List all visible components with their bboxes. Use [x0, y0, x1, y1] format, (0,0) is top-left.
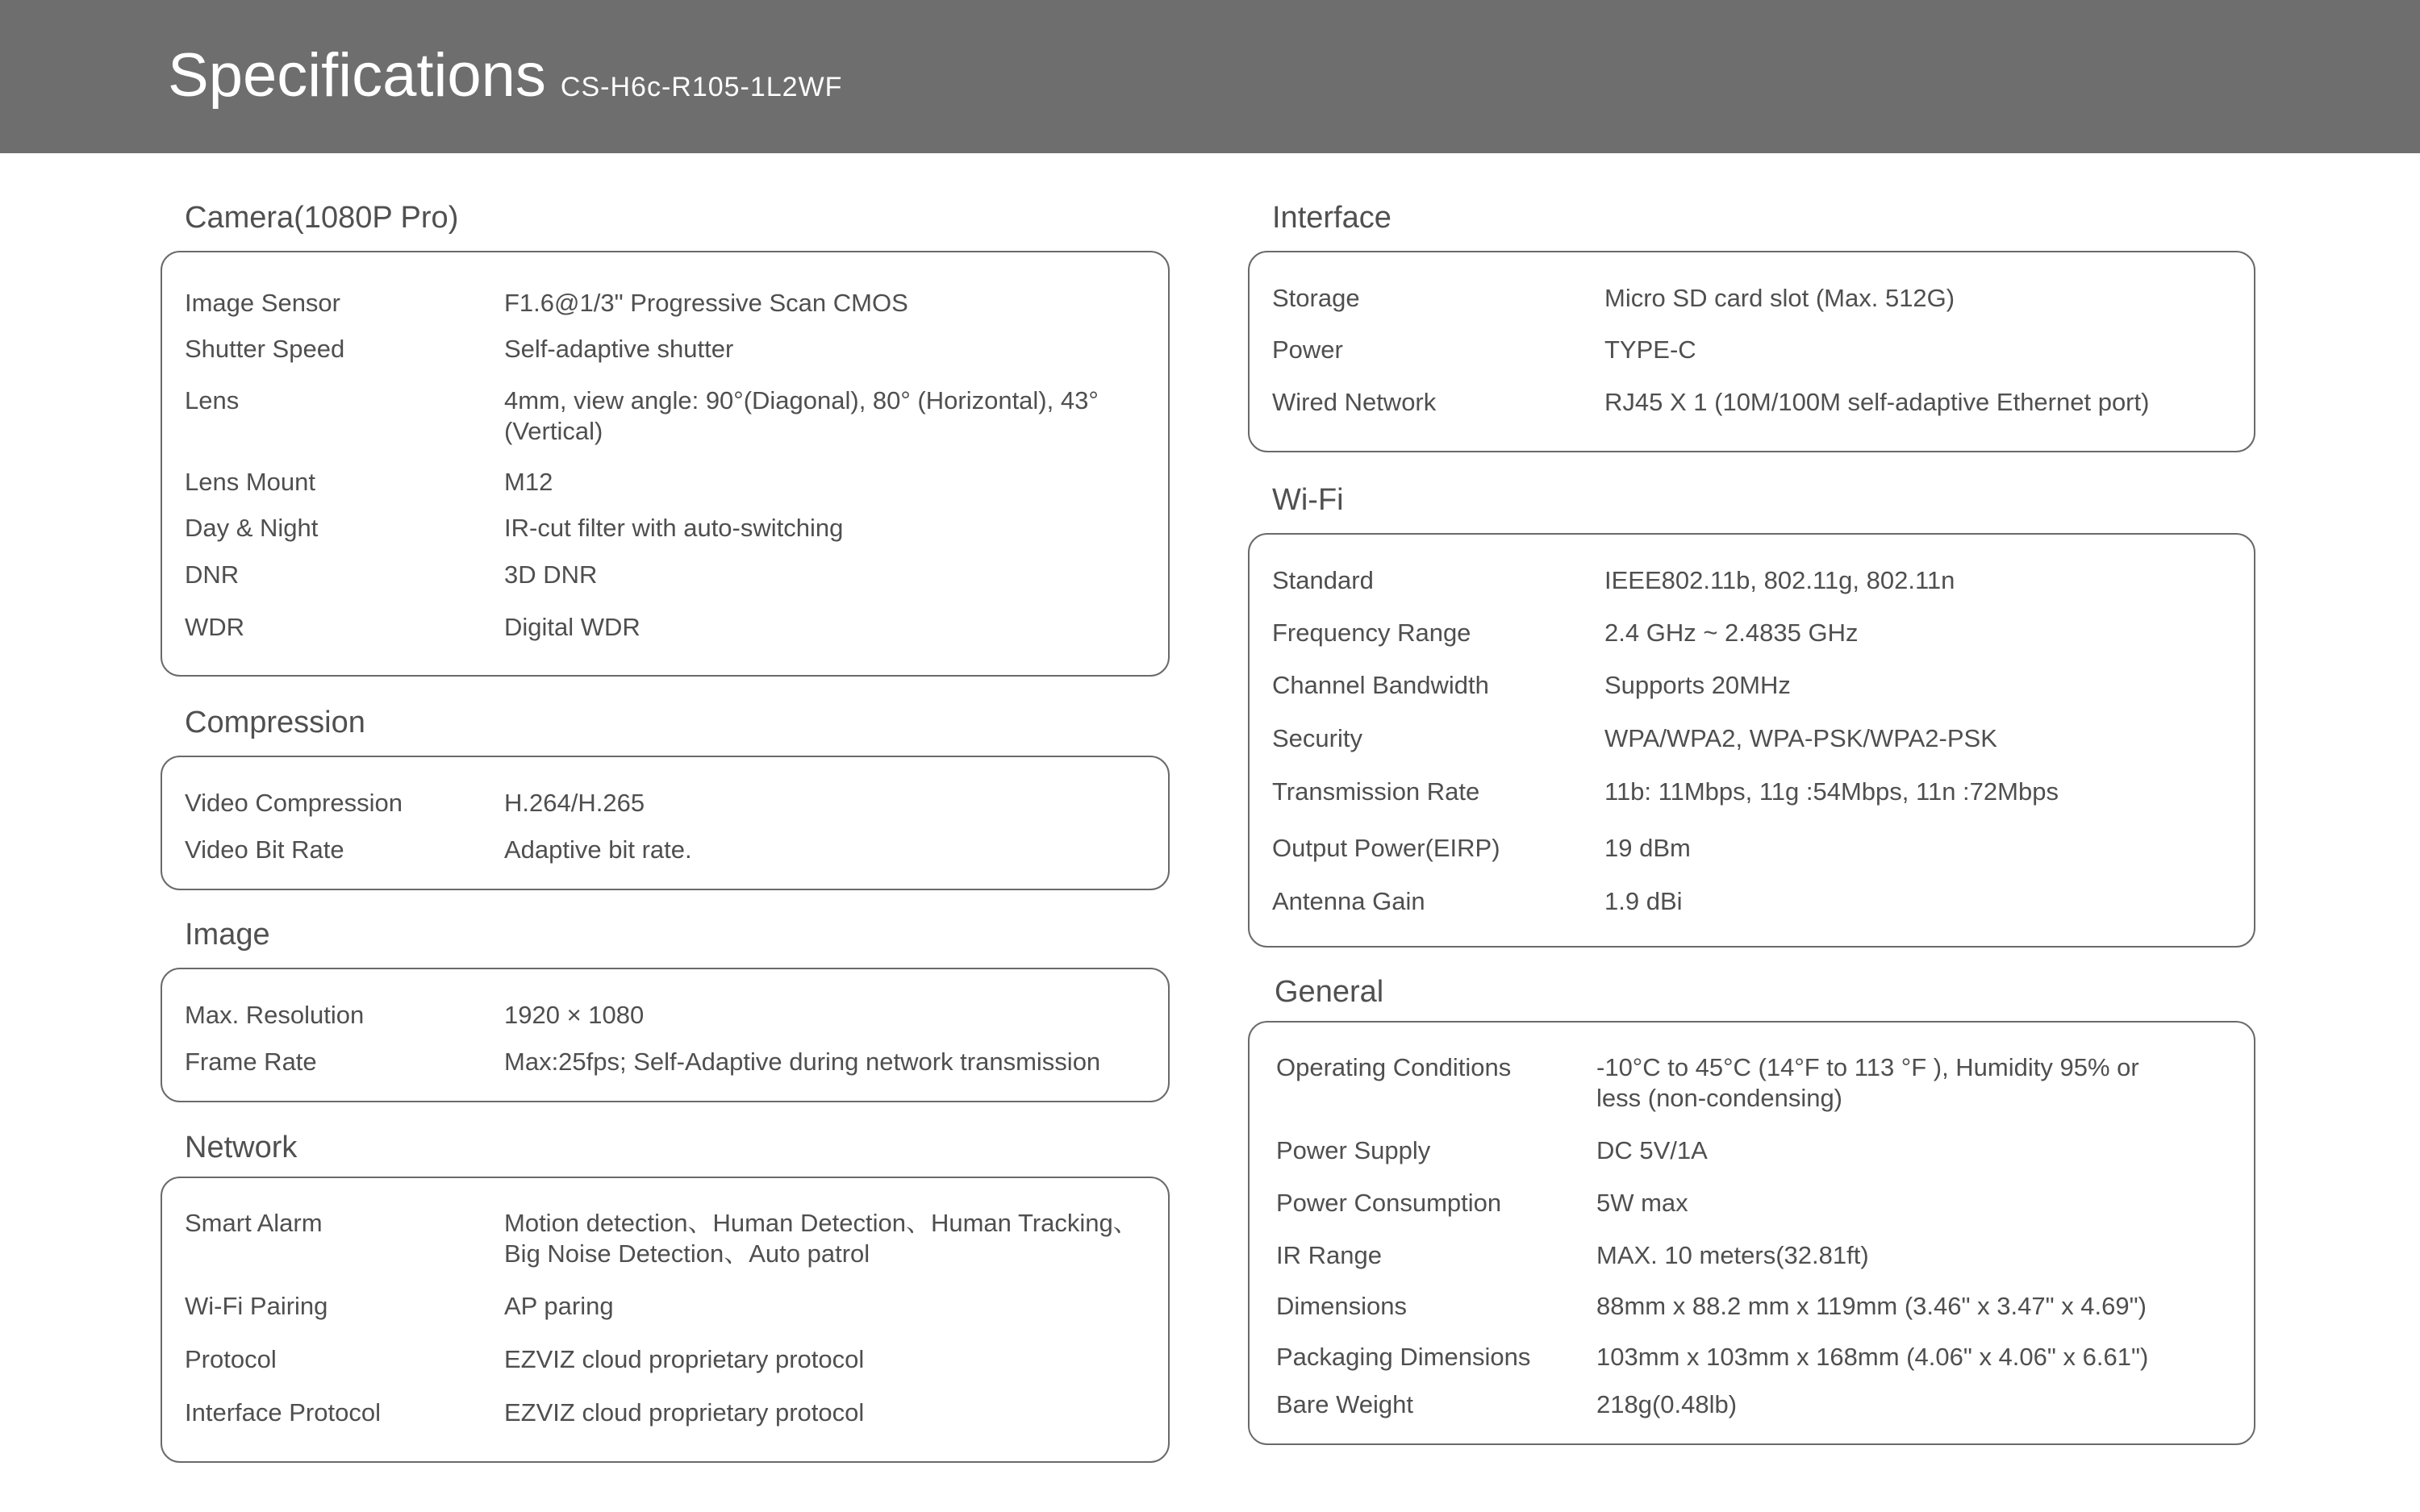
- spec-value: 2.4 GHz ~ 2.4835 GHz: [1604, 619, 1859, 647]
- spec-value: M12: [504, 468, 553, 496]
- spec-label: DNR: [185, 560, 240, 589]
- spec-label: Bare Weight: [1276, 1390, 1414, 1418]
- spec-label: Lens: [185, 386, 240, 414]
- spec-label: Output Power(EIRP): [1272, 834, 1500, 862]
- spec-value: EZVIZ cloud proprietary protocol: [504, 1398, 865, 1427]
- model-number: CS-H6c-R105-1L2WF: [560, 72, 843, 102]
- spec-label: Packaging Dimensions: [1276, 1343, 1531, 1371]
- spec-label: Video Compression: [185, 789, 403, 817]
- spec-value: F1.6@1/3" Progressive Scan CMOS: [504, 289, 908, 317]
- spec-label: Storage: [1272, 284, 1360, 312]
- spec-label: Interface Protocol: [185, 1398, 381, 1427]
- spec-value: TYPE-C: [1604, 335, 1696, 364]
- spec-label: Shutter Speed: [185, 335, 345, 363]
- section-title-network: Network: [185, 1131, 298, 1164]
- spec-value: 3D DNR: [504, 560, 598, 589]
- spec-box-general: [1248, 1021, 2255, 1445]
- spec-box-wifi: [1248, 533, 2255, 948]
- spec-label: Wired Network: [1272, 388, 1437, 416]
- spec-value: Max:25fps; Self-Adaptive during network transmission: [504, 1048, 1101, 1076]
- spec-box-network: [161, 1177, 1170, 1463]
- spec-value: 1.9 dBi: [1604, 887, 1683, 915]
- spec-label: Dimensions: [1276, 1292, 1407, 1320]
- spec-value: EZVIZ cloud proprietary protocol: [504, 1345, 865, 1373]
- spec-label: Antenna Gain: [1272, 887, 1425, 915]
- header-band: [0, 0, 2420, 153]
- spec-label: Channel Bandwidth: [1272, 671, 1489, 699]
- spec-value: H.264/H.265: [504, 789, 645, 817]
- spec-value: Adaptive bit rate.: [504, 835, 692, 864]
- spec-label: Power Supply: [1276, 1136, 1431, 1164]
- section-title-image: Image: [185, 918, 270, 952]
- spec-value: RJ45 X 1 (10M/100M self-adaptive Ethernet port): [1604, 388, 2150, 416]
- spec-value: 88mm x 88.2 mm x 119mm (3.46" x 3.47" x 4.69"): [1596, 1292, 2147, 1320]
- spec-label: Security: [1272, 724, 1362, 752]
- spec-value: 4mm, view angle: 90°(Diagonal), 80° (Horizontal), 43°(Vertical): [504, 386, 1099, 445]
- spec-value: -10°C to 45°C (14°F to 113 °F ), Humidity 95% or less (non-condensing): [1596, 1053, 2139, 1112]
- spec-value: 5W max: [1596, 1189, 1688, 1217]
- spec-label: Operating Conditions: [1276, 1053, 1512, 1081]
- spec-value: Supports 20MHz: [1604, 671, 1791, 699]
- spec-label: IR Range: [1276, 1241, 1382, 1269]
- spec-value: IR-cut filter with auto-switching: [504, 514, 844, 542]
- spec-value: WPA/WPA2, WPA-PSK/WPA2-PSK: [1604, 724, 1997, 752]
- spec-label: Power: [1272, 335, 1343, 364]
- spec-label: Power Consumption: [1276, 1189, 1502, 1217]
- spec-label: Lens Mount: [185, 468, 315, 496]
- spec-label: Video Bit Rate: [185, 835, 344, 864]
- spec-value: Micro SD card slot (Max. 512G): [1604, 284, 1955, 312]
- spec-value: 218g(0.48lb): [1596, 1390, 1738, 1418]
- spec-label: Day & Night: [185, 514, 319, 542]
- spec-value: 11b: 11Mbps, 11g :54Mbps, 11n :72Mbps: [1604, 777, 2059, 806]
- spec-box-image: [161, 968, 1170, 1102]
- section-title-compression: Compression: [185, 706, 365, 739]
- spec-box-interface: [1248, 251, 2255, 452]
- spec-label: Standard: [1272, 566, 1374, 594]
- section-title-interface: Interface: [1272, 201, 1392, 235]
- spec-value: MAX. 10 meters(32.81ft): [1596, 1241, 1869, 1269]
- section-title-camera: Camera(1080P Pro): [185, 201, 459, 235]
- spec-label: WDR: [185, 613, 245, 641]
- spec-label: Frequency Range: [1272, 619, 1471, 647]
- spec-value: 19 dBm: [1604, 834, 1691, 862]
- spec-value: 1920 × 1080: [504, 1001, 645, 1029]
- page-title: [168, 35, 842, 127]
- spec-label: Frame Rate: [185, 1048, 317, 1076]
- spec-box-camera: [161, 251, 1170, 677]
- spec-value: Self-adaptive shutter: [504, 335, 734, 363]
- spec-label: Smart Alarm: [185, 1209, 323, 1237]
- section-title-general: General: [1275, 975, 1384, 1009]
- spec-label: Wi-Fi Pairing: [185, 1292, 328, 1320]
- section-title-wifi: Wi-Fi: [1272, 483, 1344, 517]
- spec-label: Image Sensor: [185, 289, 340, 317]
- spec-label: Protocol: [185, 1345, 277, 1373]
- spec-value: 103mm x 103mm x 168mm (4.06" x 4.06" x 6.61"): [1596, 1343, 2149, 1371]
- spec-value: Digital WDR: [504, 613, 640, 641]
- spec-box-compression: [161, 756, 1170, 890]
- spec-value: AP paring: [504, 1292, 614, 1320]
- spec-label: Transmission Rate: [1272, 777, 1480, 806]
- spec-value: Motion detection、Human Detection、Human Tracking、Big Noise Detection、Auto patrol: [504, 1209, 1138, 1268]
- page-title-text: Specifications: [168, 41, 546, 110]
- spec-value: IEEE802.11b, 802.11g, 802.11n: [1604, 566, 1955, 594]
- spec-label: Max. Resolution: [185, 1001, 365, 1029]
- spec-value: DC 5V/1A: [1596, 1136, 1708, 1164]
